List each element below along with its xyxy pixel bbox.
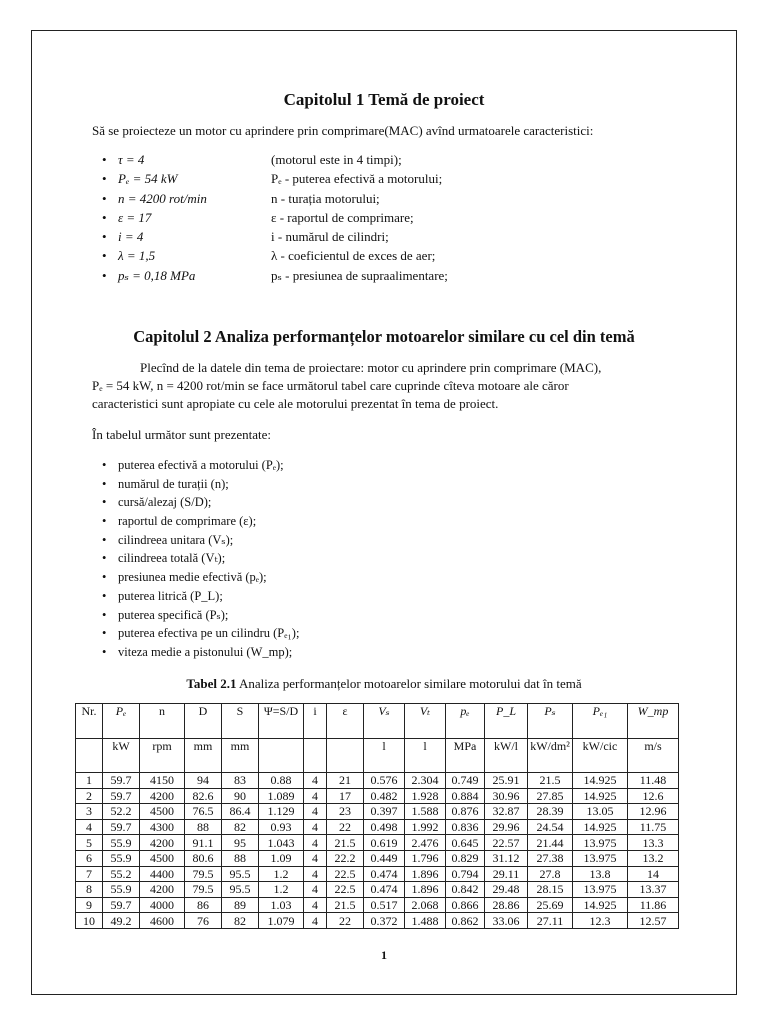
table-cell: 1.488 xyxy=(405,913,446,929)
list-item: • viteza medie a pistonului (W_mp); xyxy=(118,643,299,662)
table-cell: 28.39 xyxy=(528,804,573,820)
table-row xyxy=(76,819,679,835)
table-header-cell: P_L xyxy=(485,704,528,739)
table-cell: 4200 xyxy=(140,882,185,898)
table-cell: 59.7 xyxy=(103,897,140,913)
table-cell: 82.6 xyxy=(185,788,222,804)
table-cell: 0.619 xyxy=(364,835,405,851)
page-number: 1 xyxy=(381,948,387,962)
table-cell: 1.079 xyxy=(259,913,304,929)
table-unit-cell: l xyxy=(364,739,405,773)
table-cell: 13.975 xyxy=(573,850,628,866)
table-cell: 1.09 xyxy=(259,850,304,866)
table-row xyxy=(76,804,679,820)
table-unit-cell: mm xyxy=(185,739,222,773)
table-cell: 21.5 xyxy=(327,897,364,913)
list-item: • puterea specifică (Pₛ); xyxy=(118,606,299,625)
table-cell: 4 xyxy=(304,913,327,929)
table-cell: 10 xyxy=(76,913,103,929)
table-cell: 80.6 xyxy=(185,850,222,866)
table-cell: 25.91 xyxy=(485,773,528,789)
table-cell: 1.089 xyxy=(259,788,304,804)
table-cell: 1.2 xyxy=(259,866,304,882)
table-cell: 82 xyxy=(222,913,259,929)
table-cell: 22.5 xyxy=(327,882,364,898)
table-cell: 86 xyxy=(185,897,222,913)
parameters-list xyxy=(118,456,299,662)
table-cell: 7 xyxy=(76,866,103,882)
table-cell: 86.4 xyxy=(222,804,259,820)
table-cell: 4500 xyxy=(140,850,185,866)
specs-list xyxy=(118,150,448,285)
table-cell: 29.11 xyxy=(485,866,528,882)
table-unit-cell xyxy=(327,739,364,773)
table-cell: 12.96 xyxy=(628,804,679,820)
table-cell: 0.474 xyxy=(364,882,405,898)
table-cell: 12.6 xyxy=(628,788,679,804)
table-row xyxy=(76,897,679,913)
table-cell: 4 xyxy=(304,882,327,898)
table-header-cell: Pₑ xyxy=(103,704,140,739)
table-cell: 4 xyxy=(304,835,327,851)
spec-item: • pₛ = 0,18 MPa pₛ - presiunea de supraalimentare; xyxy=(118,266,448,285)
table-cell: 0.576 xyxy=(364,773,405,789)
table-cell: 0.482 xyxy=(364,788,405,804)
list-item: • cursă/alezaj (S/D); xyxy=(118,493,299,512)
table-cell: 13.975 xyxy=(573,835,628,851)
table-cell: 0.93 xyxy=(259,819,304,835)
table-cell: 4200 xyxy=(140,835,185,851)
table-header-cell: Vₜ xyxy=(405,704,446,739)
table-row xyxy=(76,850,679,866)
table-header-cell: ε xyxy=(327,704,364,739)
table-cell: 22 xyxy=(327,819,364,835)
table-cell: 59.7 xyxy=(103,819,140,835)
table-cell: 2.476 xyxy=(405,835,446,851)
table-cell: 1 xyxy=(76,773,103,789)
table-cell: 82 xyxy=(222,819,259,835)
table-cell: 0.862 xyxy=(446,913,485,929)
engines-table xyxy=(75,703,679,929)
table-cell: 0.474 xyxy=(364,866,405,882)
list-item: • puterea efectiva pe un cilindru (Pₑ₁); xyxy=(118,624,299,643)
table-cell: 0.397 xyxy=(364,804,405,820)
table-row xyxy=(76,835,679,851)
table-header-cell: Vₛ xyxy=(364,704,405,739)
table-cell: 0.836 xyxy=(446,819,485,835)
table-unit-cell xyxy=(259,739,304,773)
spec-item: • Pₑ = 54 kW Pₑ - puterea efectivă a motorului; xyxy=(118,169,448,188)
list-intro: În tabelul următor sunt prezentate: xyxy=(92,427,272,442)
table-cell: 90 xyxy=(222,788,259,804)
table-cell: 0.88 xyxy=(259,773,304,789)
table-cell: 55.2 xyxy=(103,866,140,882)
list-item: • numărul de turații (n); xyxy=(118,475,299,494)
table-cell: 4 xyxy=(304,773,327,789)
list-item: • presiunea medie efectivă (pₑ); xyxy=(118,568,299,587)
table-cell: 0.449 xyxy=(364,850,405,866)
table-cell: 0.876 xyxy=(446,804,485,820)
table-header-cell: Ψ=S/D xyxy=(259,704,304,739)
spec-item: • τ = 4 (motorul este in 4 timpi); xyxy=(118,150,448,169)
table-cell: 17 xyxy=(327,788,364,804)
table-cell: 5 xyxy=(76,835,103,851)
table-cell: 27.38 xyxy=(528,850,573,866)
table-cell: 79.5 xyxy=(185,866,222,882)
table-cell: 22.5 xyxy=(327,866,364,882)
list-item: • cilindreea unitara (Vₛ); xyxy=(118,531,299,550)
list-item: • raportul de comprimare (ε); xyxy=(118,512,299,531)
table-units-row xyxy=(76,739,679,773)
table-cell: 4300 xyxy=(140,819,185,835)
table-cell: 79.5 xyxy=(185,882,222,898)
table-cell: 76.5 xyxy=(185,804,222,820)
table-cell: 27.85 xyxy=(528,788,573,804)
table-cell: 11.48 xyxy=(628,773,679,789)
table-cell: 91.1 xyxy=(185,835,222,851)
table-cell: 13.2 xyxy=(628,850,679,866)
table-cell: 23 xyxy=(327,804,364,820)
table-cell: 1.896 xyxy=(405,866,446,882)
table-cell: 3 xyxy=(76,804,103,820)
table-cell: 1.896 xyxy=(405,882,446,898)
spec-item: • n = 4200 rot/min n - turația motorului; xyxy=(118,189,448,208)
table-cell: 88 xyxy=(185,819,222,835)
table-unit-cell: kW xyxy=(103,739,140,773)
table-cell: 4400 xyxy=(140,866,185,882)
spec-item: • ε = 17 ε - raportul de comprimare; xyxy=(118,208,448,227)
table-cell: 88 xyxy=(222,850,259,866)
table-cell: 14 xyxy=(628,866,679,882)
table-cell: 8 xyxy=(76,882,103,898)
table-cell: 59.7 xyxy=(103,788,140,804)
table-cell: 76 xyxy=(185,913,222,929)
table-cell: 6 xyxy=(76,850,103,866)
table-cell: 4 xyxy=(304,897,327,913)
table-row xyxy=(76,788,679,804)
table-cell: 4000 xyxy=(140,897,185,913)
table-cell: 2.068 xyxy=(405,897,446,913)
table-cell: 1.129 xyxy=(259,804,304,820)
table-cell: 55.9 xyxy=(103,850,140,866)
table-cell: 4500 xyxy=(140,804,185,820)
table-unit-cell: MPa xyxy=(446,739,485,773)
table-cell: 1.2 xyxy=(259,882,304,898)
table-cell: 0.884 xyxy=(446,788,485,804)
table-cell: 95 xyxy=(222,835,259,851)
table-cell: 0.842 xyxy=(446,882,485,898)
spec-item: • λ = 1,5 λ - coeficientul de exces de aer; xyxy=(118,246,448,265)
table-cell: 0.517 xyxy=(364,897,405,913)
table-cell: 14.925 xyxy=(573,819,628,835)
table-cell: 1.928 xyxy=(405,788,446,804)
table-cell: 30.96 xyxy=(485,788,528,804)
table-cell: 21.5 xyxy=(327,835,364,851)
table-header-cell: n xyxy=(140,704,185,739)
table-cell: 2.304 xyxy=(405,773,446,789)
table-cell: 33.06 xyxy=(485,913,528,929)
table-cell: 0.645 xyxy=(446,835,485,851)
table-cell: 4 xyxy=(304,850,327,866)
table-cell: 0.749 xyxy=(446,773,485,789)
table-cell: 14.925 xyxy=(573,897,628,913)
chapter1-intro: Să se proiecteze un motor cu aprindere prin comprimare(MAC) avînd urmatoarele caracteristici: xyxy=(92,123,594,138)
table-cell: 0.866 xyxy=(446,897,485,913)
table-cell: 21.5 xyxy=(528,773,573,789)
table-cell: 49.2 xyxy=(103,913,140,929)
table-cell: 83 xyxy=(222,773,259,789)
table-cell: 4 xyxy=(304,788,327,804)
table-cell: 22 xyxy=(327,913,364,929)
table-caption: Tabel 2.1 Analiza performanțelor motoarelor similare motorului dat în temă xyxy=(186,676,582,691)
chapter2-para-line2: Pₑ = 54 kW, n = 4200 rot/min se face următorul tabel care cuprinde cîteva motoare ale căror xyxy=(92,378,569,393)
chapter2-para-line1: Plecînd de la datele din tema de proiectare: motor cu aprindere prin comprimare (MAC), xyxy=(140,360,602,375)
table-header-cell: W_mp xyxy=(628,704,679,739)
table-unit-cell: m/s xyxy=(628,739,679,773)
table-cell: 0.794 xyxy=(446,866,485,882)
table-cell: 95.5 xyxy=(222,882,259,898)
table-row xyxy=(76,882,679,898)
table-cell: 21 xyxy=(327,773,364,789)
table-cell: 22.2 xyxy=(327,850,364,866)
table-cell: 4 xyxy=(304,866,327,882)
table-cell: 31.12 xyxy=(485,850,528,866)
spec-item: • i = 4 i - numărul de cilindri; xyxy=(118,227,448,246)
table-cell: 94 xyxy=(185,773,222,789)
table-cell: 4 xyxy=(76,819,103,835)
chapter2-title: Capitolul 2 Analiza performanțelor motoarelor similare cu cel din temă xyxy=(133,327,635,346)
table-cell: 0.829 xyxy=(446,850,485,866)
table-cell: 4 xyxy=(304,804,327,820)
chapter2-para-line3: caracteristici sunt apropiate cu cele ale motorului prezentat în tema de proiect. xyxy=(92,396,499,411)
table-cell: 2 xyxy=(76,788,103,804)
table-cell: 12.57 xyxy=(628,913,679,929)
table-row xyxy=(76,773,679,789)
table-cell: 29.96 xyxy=(485,819,528,835)
table-header-cell: Nr. xyxy=(76,704,103,739)
table-header-cell: D xyxy=(185,704,222,739)
table-unit-cell: kW/cic xyxy=(573,739,628,773)
table-cell: 14.925 xyxy=(573,773,628,789)
table-header-cell: Pₛ xyxy=(528,704,573,739)
table-unit-cell: kW/dm² xyxy=(528,739,573,773)
table-cell: 59.7 xyxy=(103,773,140,789)
table-header-cell: S xyxy=(222,704,259,739)
table-cell: 1.796 xyxy=(405,850,446,866)
table-unit-cell: rpm xyxy=(140,739,185,773)
table-unit-cell xyxy=(76,739,103,773)
table-cell: 11.75 xyxy=(628,819,679,835)
table-cell: 28.15 xyxy=(528,882,573,898)
table-cell: 4 xyxy=(304,819,327,835)
table-row xyxy=(76,913,679,929)
table-cell: 4200 xyxy=(140,788,185,804)
table-cell: 28.86 xyxy=(485,897,528,913)
table-cell: 22.57 xyxy=(485,835,528,851)
table-cell: 55.9 xyxy=(103,835,140,851)
table-cell: 25.69 xyxy=(528,897,573,913)
table-unit-cell: kW/l xyxy=(485,739,528,773)
table-header-cell: i xyxy=(304,704,327,739)
table-cell: 1.043 xyxy=(259,835,304,851)
table-header-row xyxy=(76,704,679,739)
table-cell: 12.3 xyxy=(573,913,628,929)
table-header-cell: pₑ xyxy=(446,704,485,739)
table-cell: 13.37 xyxy=(628,882,679,898)
table-unit-cell: mm xyxy=(222,739,259,773)
chapter1-title: Capitolul 1 Temă de proiect xyxy=(283,90,485,109)
table-cell: 0.372 xyxy=(364,913,405,929)
table-unit-cell xyxy=(304,739,327,773)
list-item: • puterea litrică (P_L); xyxy=(118,587,299,606)
table-cell: 21.44 xyxy=(528,835,573,851)
table-cell: 13.3 xyxy=(628,835,679,851)
table-cell: 52.2 xyxy=(103,804,140,820)
table-cell: 27.8 xyxy=(528,866,573,882)
table-cell: 1.03 xyxy=(259,897,304,913)
table-cell: 27.11 xyxy=(528,913,573,929)
table-row xyxy=(76,866,679,882)
table-cell: 1.588 xyxy=(405,804,446,820)
table-header-cell: Pₑ₁ xyxy=(573,704,628,739)
table-cell: 95.5 xyxy=(222,866,259,882)
table-cell: 55.9 xyxy=(103,882,140,898)
table-cell: 0.498 xyxy=(364,819,405,835)
table-cell: 29.48 xyxy=(485,882,528,898)
table-cell: 9 xyxy=(76,897,103,913)
table-cell: 13.8 xyxy=(573,866,628,882)
table-cell: 4600 xyxy=(140,913,185,929)
table-cell: 1.992 xyxy=(405,819,446,835)
list-item: • puterea efectivă a motorului (Pₑ); xyxy=(118,456,299,475)
table-cell: 11.86 xyxy=(628,897,679,913)
table-cell: 24.54 xyxy=(528,819,573,835)
table-cell: 89 xyxy=(222,897,259,913)
table-cell: 13.05 xyxy=(573,804,628,820)
table-unit-cell: l xyxy=(405,739,446,773)
list-item: • cilindreea totală (Vₜ); xyxy=(118,549,299,568)
table-cell: 32.87 xyxy=(485,804,528,820)
table-cell: 4150 xyxy=(140,773,185,789)
table-cell: 13.975 xyxy=(573,882,628,898)
table-cell: 14.925 xyxy=(573,788,628,804)
